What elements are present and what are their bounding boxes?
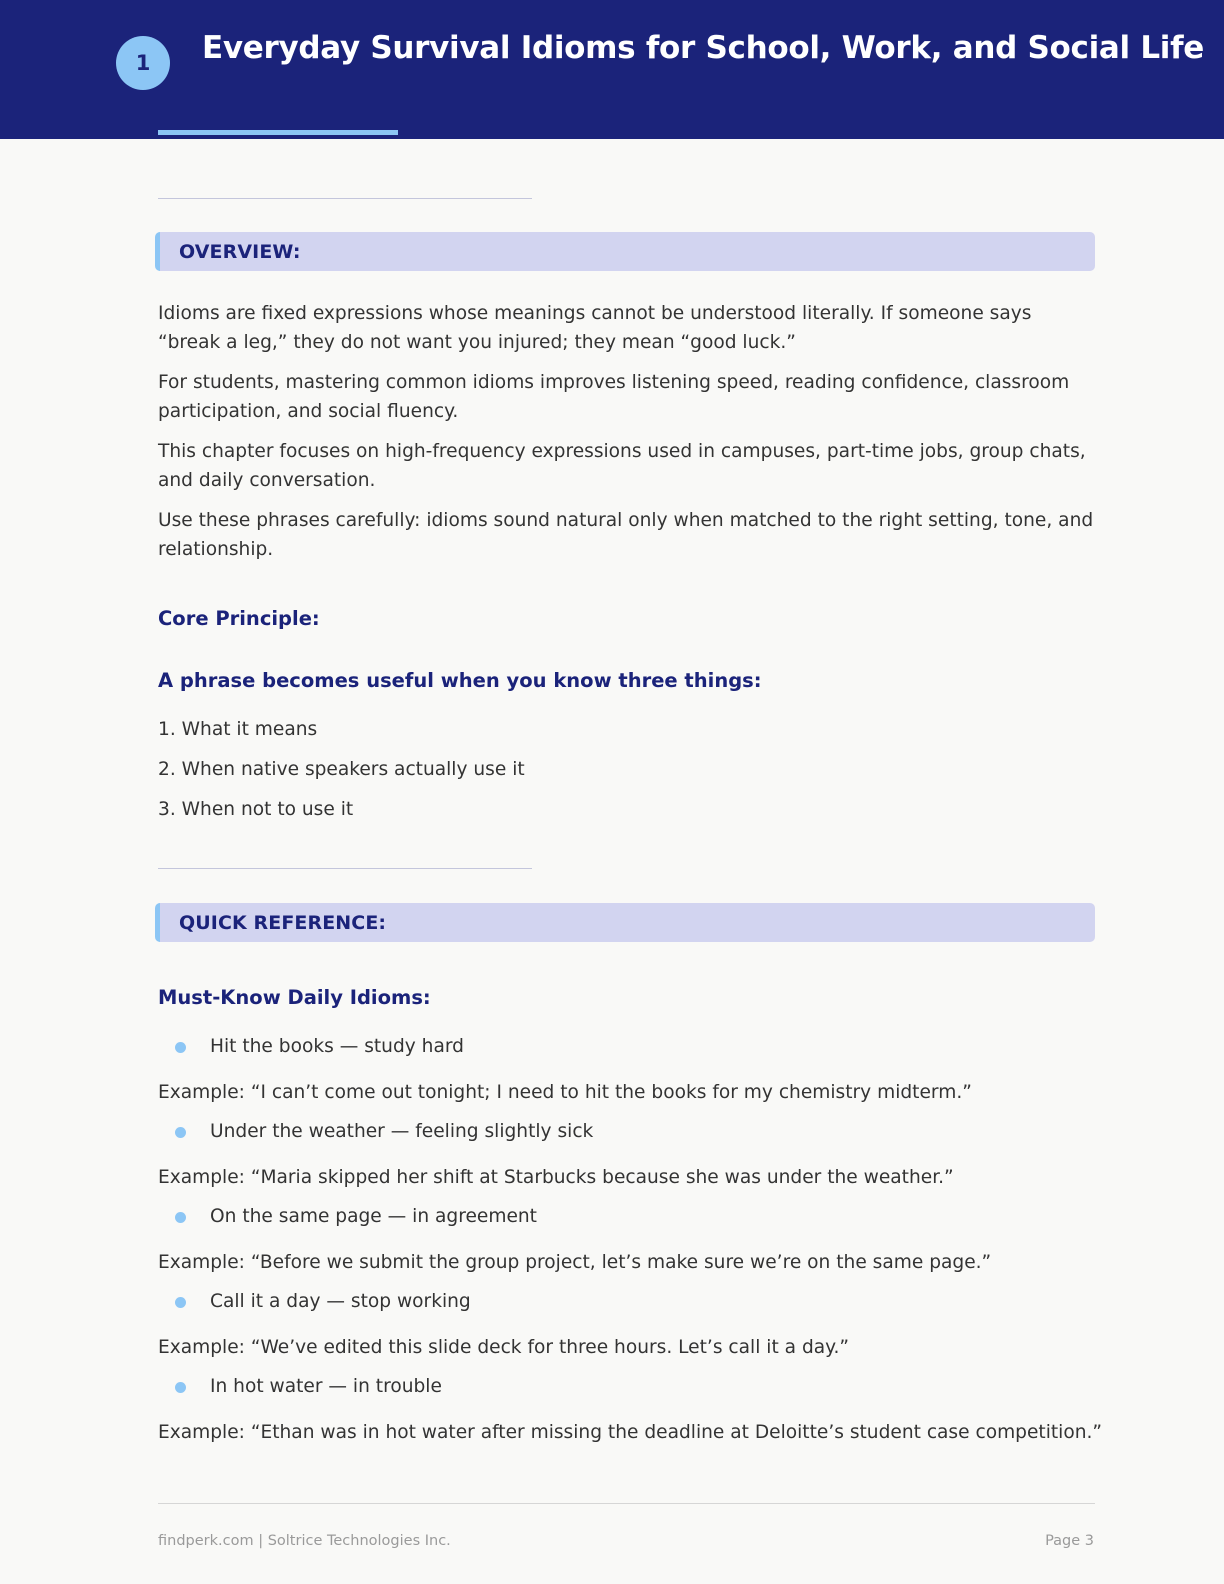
overview-paragraph: Idioms are fixed expressions whose meanings cannot be understood literally. If someone says “break a leg,” they do not want you injured; they mean “good luck.” [158,303,1032,353]
idiom-item: On the same page — in agreement [210,1206,537,1227]
overview-paragraph: For students, mastering common idioms improves listening speed, reading confidence, classroom participation, and social fluency. [158,372,1070,422]
core-principle-heading: Core Principle: [158,607,320,630]
idiom-item: Hit the books — study hard [210,1036,464,1057]
bullet-icon [175,1042,186,1053]
idiom-example: Example: “Before we submit the group project, let’s make sure we’re on the same page.” [158,1252,992,1273]
bullet-icon [175,1127,186,1138]
idiom-example: Example: “Ethan was in hot water after missing the deadline at Deloitte’s student case competition.” [158,1422,1103,1443]
principle-subheading: A phrase becomes useful when you know three things: [158,669,762,692]
overview-paragraph: This chapter focuses on high-frequency expressions used in campuses, part-time jobs, group chats, and daily conversation. [158,441,1086,491]
page-number: Page 3 [1045,1533,1094,1549]
overview-paragraph: Use these phrases carefully: idioms sound natural only when matched to the right setting, tone, and relationship. [158,510,1094,560]
bullet-icon [175,1212,186,1223]
principle-list-item: 2. When native speakers actually use it [158,759,525,780]
bullet-icon [175,1297,186,1308]
footer-source: findperk.com | Soltrice Technologies Inc. [158,1533,451,1549]
idiom-item: In hot water — in trouble [210,1376,442,1397]
quick-reference-heading: QUICK REFERENCE: [179,911,387,934]
chapter-header [0,0,1224,139]
chapter-number-badge: 1 [116,36,170,90]
idiom-example: Example: “I can’t come out tonight; I need to hit the books for my chemistry midterm.” [158,1082,972,1103]
bullet-icon [175,1382,186,1393]
header-accent-bar [158,130,398,135]
quick-reference-section-bar [155,903,1095,942]
section-divider [158,868,532,869]
must-know-subheading: Must-Know Daily Idioms: [158,986,431,1009]
principle-list-item: 3. When not to use it [158,799,354,820]
section-divider [158,198,532,199]
idiom-example: Example: “Maria skipped her shift at Starbucks because she was under the weather.” [158,1167,954,1188]
idiom-item: Call it a day — stop working [210,1291,471,1312]
idiom-example: Example: “We’ve edited this slide deck for three hours. Let’s call it a day.” [158,1337,850,1358]
chapter-title: Everyday Survival Idioms for School, Work, and Social Life [202,30,1205,66]
overview-section-bar [155,232,1095,271]
overview-heading: OVERVIEW: [179,240,301,263]
idiom-item: Under the weather — feeling slightly sick [210,1121,594,1142]
footer-divider [158,1503,1095,1504]
principle-list-item: 1. What it means [158,719,318,740]
